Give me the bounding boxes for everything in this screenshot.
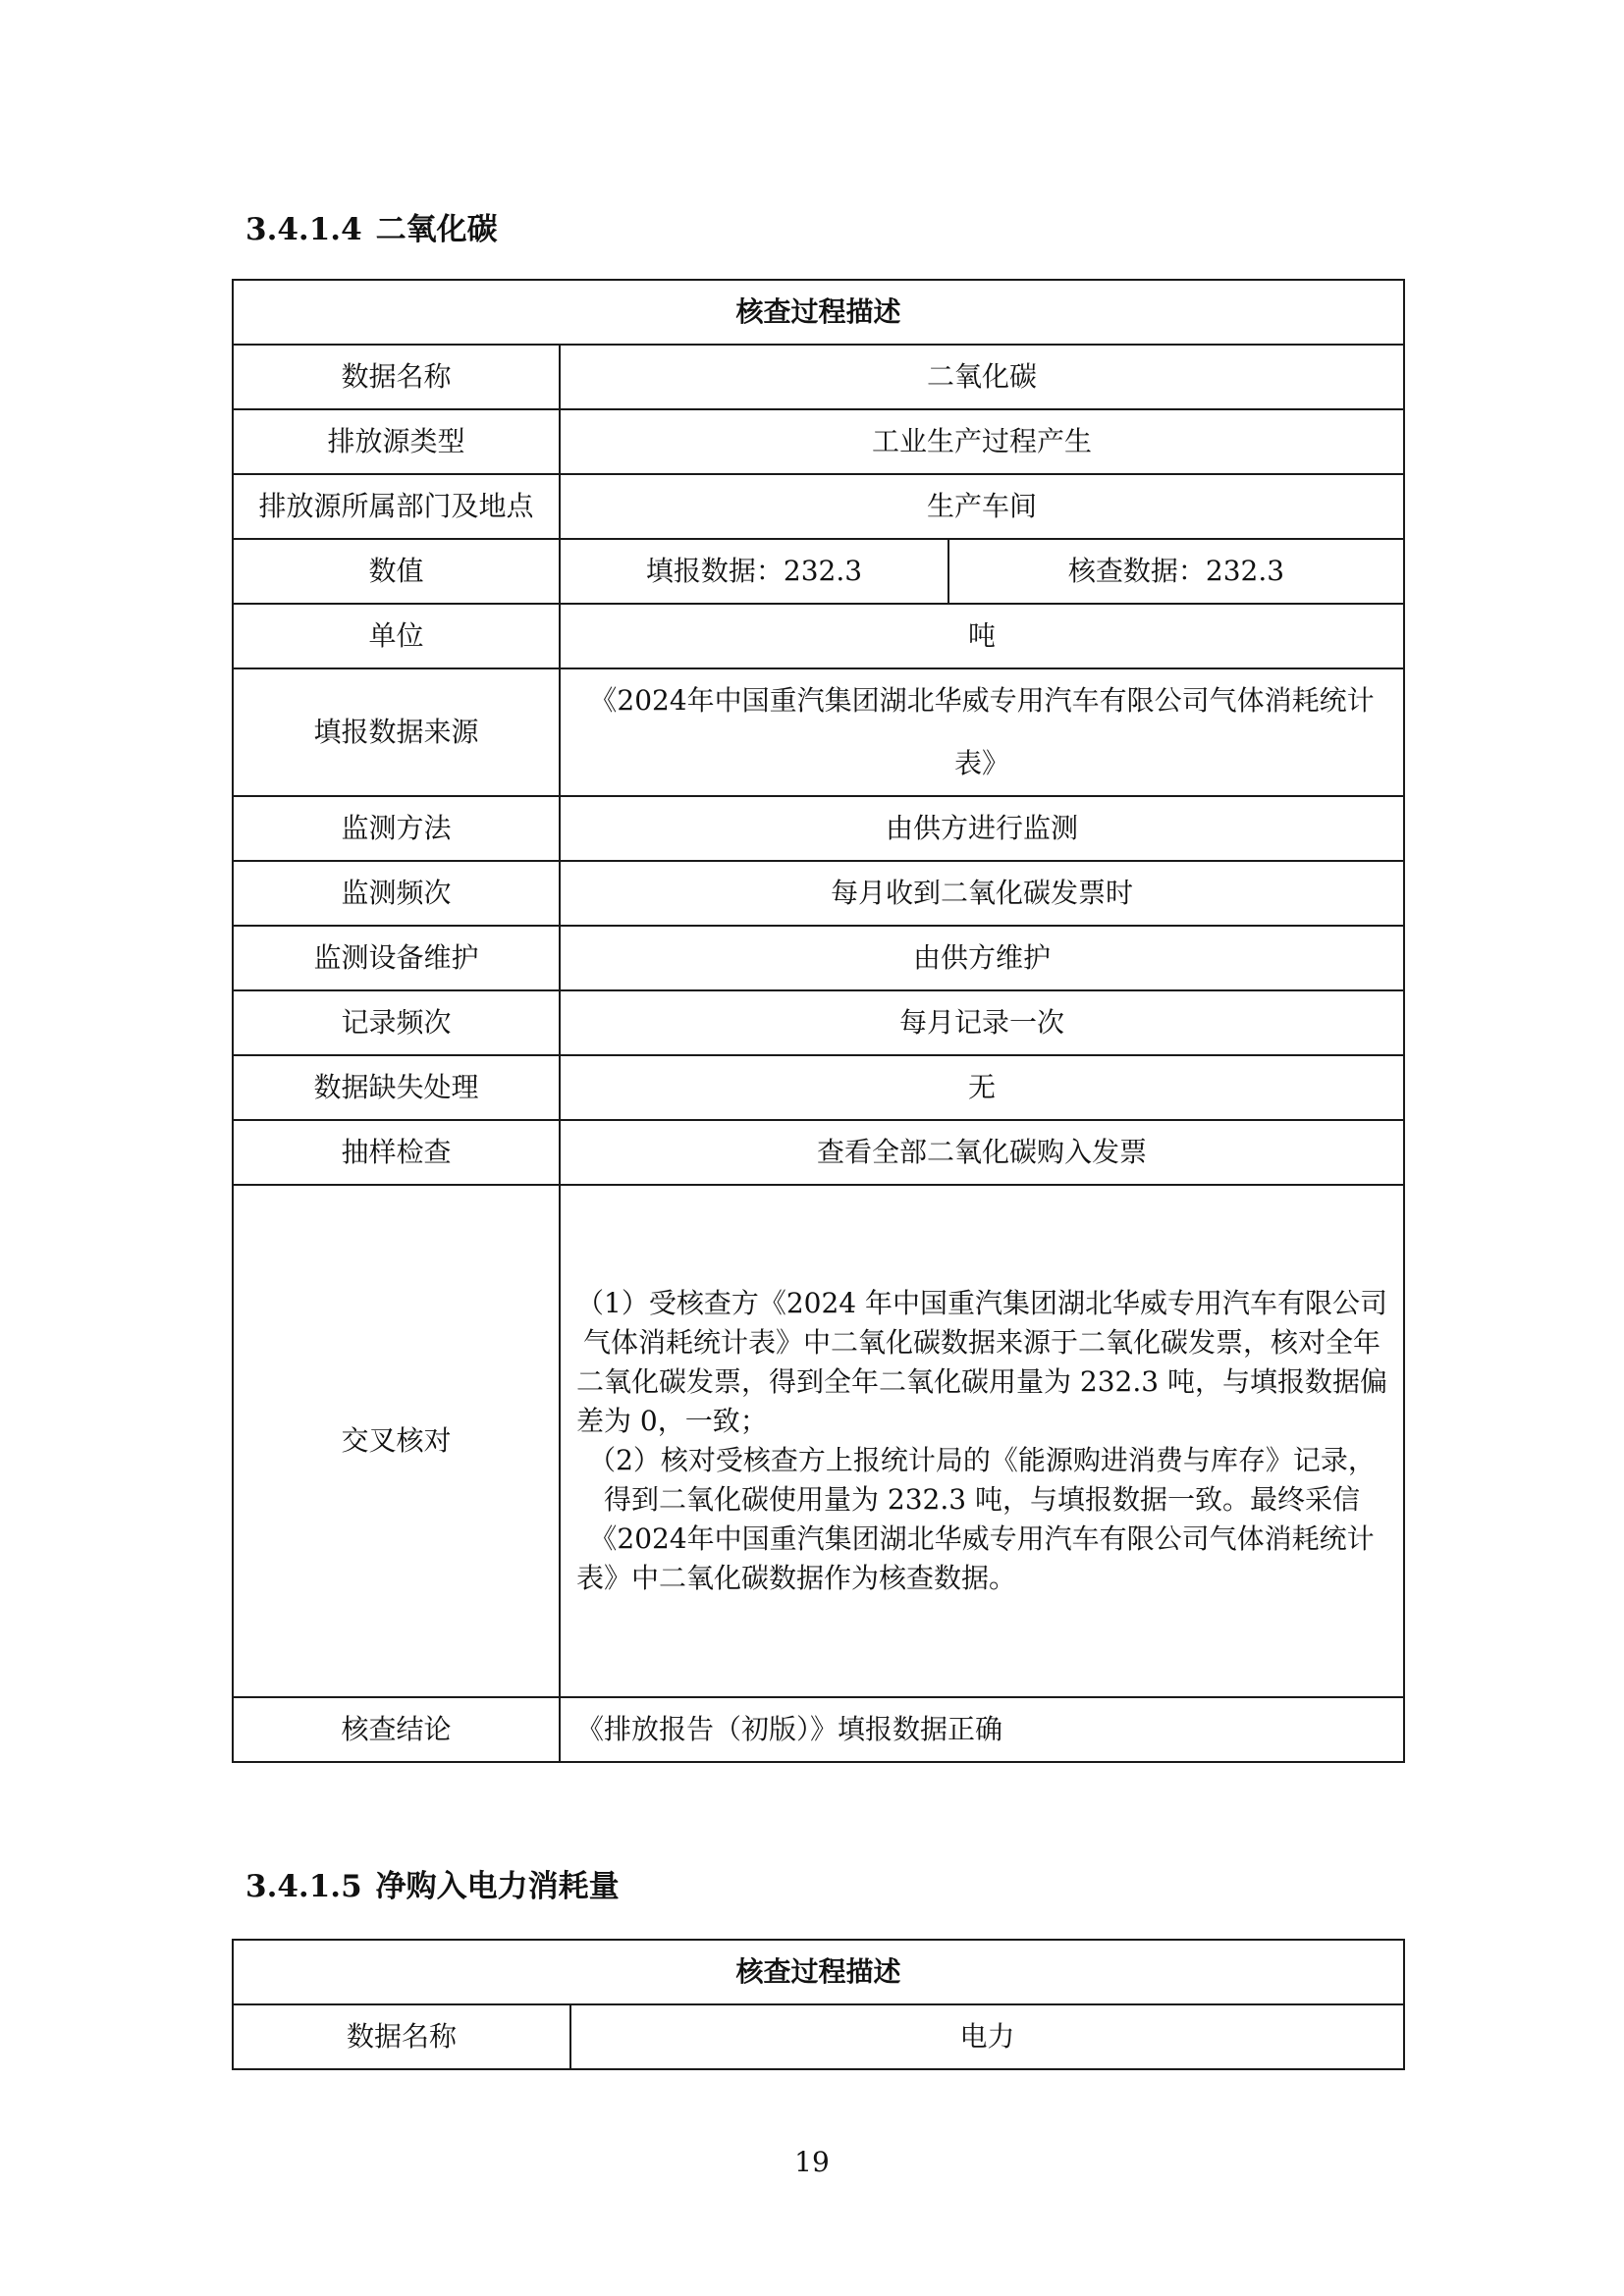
row-label: 核查结论 (233, 1697, 560, 1762)
row-label: 数据缺失处理 (233, 1055, 560, 1120)
page-number: 19 (794, 2146, 830, 2178)
reported-value: 填报数据：232.3 (560, 539, 948, 604)
row-label: 抽样检查 (233, 1120, 560, 1185)
section-title: 净购入电力消耗量 (375, 1869, 620, 1904)
table-row (233, 345, 1404, 409)
row-value: 吨 (560, 604, 1404, 668)
table-row (233, 1120, 1404, 1185)
table-row (233, 668, 1404, 796)
row-value: 电力 (570, 2004, 1404, 2069)
row-value: 《排放报告（初版）》填报数据正确 (560, 1697, 1404, 1762)
cross-check-text (560, 1185, 1404, 1697)
row-label: 排放源所属部门及地点 (233, 474, 560, 539)
table-row (233, 409, 1404, 474)
row-value: 由供方维护 (560, 926, 1404, 990)
table-row (233, 990, 1404, 1055)
row-value: 生产车间 (560, 474, 1404, 539)
row-value: 无 (560, 1055, 1404, 1120)
verified-value: 核查数据：232.3 (948, 539, 1404, 604)
table-row (233, 1185, 1404, 1697)
table-header: 核查过程描述 (233, 280, 1404, 345)
row-label: 记录频次 (233, 990, 560, 1055)
table-row (233, 861, 1404, 926)
section-number: 3.4.1.5 (245, 1869, 362, 1904)
table-row (233, 926, 1404, 990)
row-value: 查看全部二氧化碳购入发票 (560, 1120, 1404, 1185)
row-value: 由供方进行监测 (560, 796, 1404, 861)
row-label: 交叉核对 (233, 1185, 560, 1697)
section-heading (245, 1867, 620, 1906)
table-header: 核查过程描述 (233, 1940, 1404, 2004)
row-value: 《2024年中国重汽集团湖北华威专用汽车有限公司气体消耗统计表》 (560, 668, 1404, 796)
row-label: 单位 (233, 604, 560, 668)
table-row (233, 2004, 1404, 2069)
row-label: 数据名称 (233, 2004, 570, 2069)
row-value: 每月记录一次 (560, 990, 1404, 1055)
row-label: 监测频次 (233, 861, 560, 926)
row-label: 数据名称 (233, 345, 560, 409)
table-row (233, 796, 1404, 861)
row-label: 填报数据来源 (233, 668, 560, 796)
row-value: 二氧化碳 (560, 345, 1404, 409)
section-number: 3.4.1.4 (245, 212, 362, 247)
row-label: 监测设备维护 (233, 926, 560, 990)
table-row (233, 539, 1404, 604)
table-row (233, 1697, 1404, 1762)
table-row (233, 1055, 1404, 1120)
cross-check-paragraph-2: （2）核对受核查方上报统计局的《能源购进消费与库存》记录，得到二氧化碳使用量为 232.3 吨，与填报数据一致。最终采信《2024年中国重汽集团湖北华威专用汽车有限公司气体消耗统计表》中二氧化碳数据作为核查数据。 (576, 1444, 1376, 1594)
table-row (233, 474, 1404, 539)
section-heading (245, 210, 498, 249)
verification-table (232, 279, 1405, 1763)
row-label: 监测方法 (233, 796, 560, 861)
row-value: 工业生产过程产生 (560, 409, 1404, 474)
row-label: 排放源类型 (233, 409, 560, 474)
cross-check-paragraph-1: （1）受核查方《2024 年中国重汽集团湖北华威专用汽车有限公司气体消耗统计表》中二氧化碳数据来源于二氧化碳发票，核对全年二氧化碳发票，得到全年二氧化碳用量为 232.3 吨，与填报数据偏差为 0，一致； (576, 1287, 1387, 1437)
row-value: 每月收到二氧化碳发票时 (560, 861, 1404, 926)
verification-table (232, 1939, 1405, 2070)
table-row (233, 604, 1404, 668)
section-title: 二氧化碳 (375, 212, 498, 247)
row-label: 数值 (233, 539, 560, 604)
